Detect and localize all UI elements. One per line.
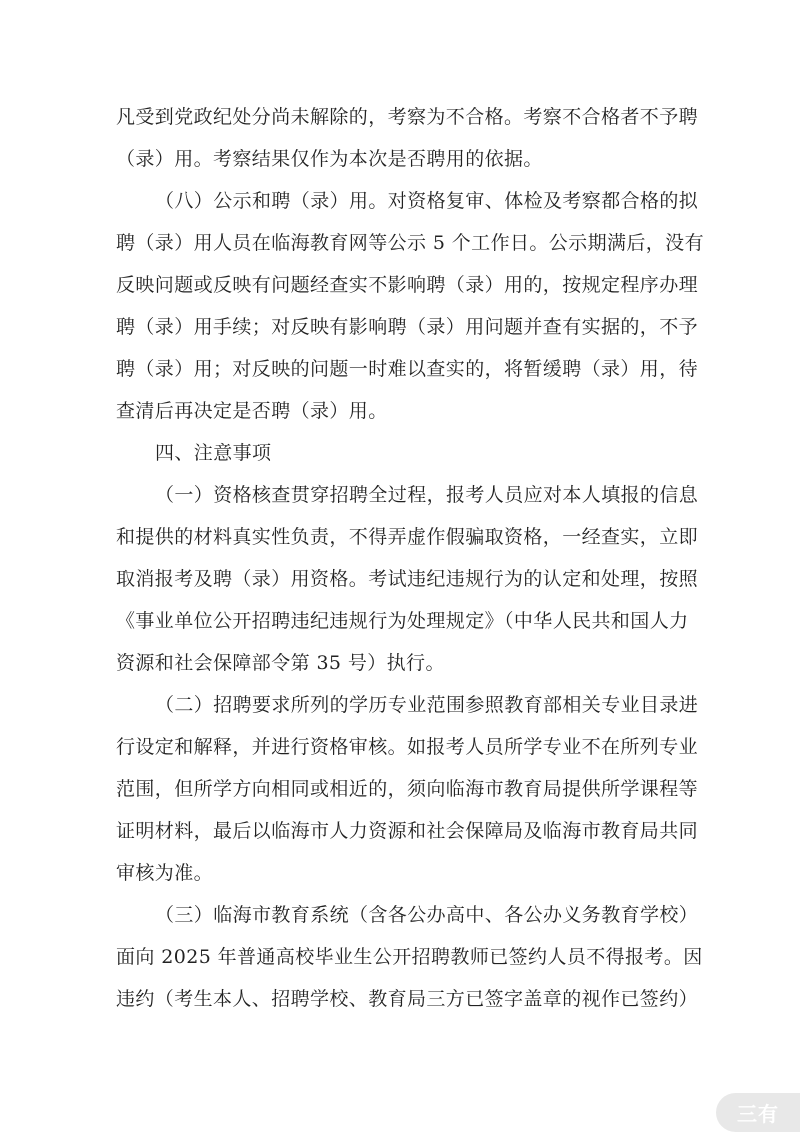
paragraph-line: 违约（考生本人、招聘学校、教育局三方已签字盖章的视作已签约）	[116, 988, 699, 1010]
watermark-text: 三有	[737, 1102, 779, 1126]
paragraph-line: 取消报考及聘（录）用资格。考试违纪违规行为的认定和处理，按照	[116, 568, 699, 590]
paragraph-line: 反映问题或反映有问题经查实不影响聘（录）用的，按规定程序办理	[116, 274, 699, 296]
paragraph-line: 资源和社会保障部令第 35 号）执行。	[116, 652, 445, 674]
paragraph-line: 和提供的材料真实性负责，不得弄虚作假骗取资格，一经查实，立即	[116, 526, 699, 548]
section-heading: 四、注意事项	[155, 442, 272, 464]
paragraph-line: 聘（录）用手续；对反映有影响聘（录）用问题并查有实据的，不予	[116, 316, 699, 338]
paragraph-line: 范围，但所学方向相同或相近的，须向临海市教育局提供所学课程等	[116, 778, 699, 800]
paragraph-line: 聘（录）用；对反映的问题一时难以查实的，将暂缓聘（录）用，待	[116, 358, 699, 380]
paragraph-line: 审核为准。	[116, 862, 214, 884]
paragraph-line: 查清后再决定是否聘（录）用。	[116, 400, 388, 422]
paragraph-line: 证明材料，最后以临海市人力资源和社会保障局及临海市教育局共同	[116, 820, 699, 842]
paragraph-line: （一）资格核查贯穿招聘全过程，报考人员应对本人填报的信息	[155, 484, 699, 506]
paragraph-line: （八）公示和聘（录）用。对资格复审、体检及考察都合格的拟	[155, 190, 699, 212]
paragraph-line: （三）临海市教育系统（含各公办高中、各公办义务教育学校）	[155, 904, 699, 926]
paragraph-line: 行设定和解释，并进行资格审核。如报考人员所学专业不在所列专业	[116, 736, 699, 758]
watermark-badge	[716, 1093, 800, 1132]
paragraph-line: （二）招聘要求所列的学历专业范围参照教育部相关专业目录进	[155, 694, 699, 716]
paragraph-line: 聘（录）用人员在临海教育网等公示 5 个工作日。公示期满后，没有	[116, 232, 704, 254]
paragraph-line: 《事业单位公开招聘违纪违规行为处理规定》（中华人民共和国人力	[116, 610, 689, 632]
paragraph-line: 凡受到党政纪处分尚未解除的，考察为不合格。考察不合格者不予聘	[116, 106, 699, 128]
paragraph-line: 面向 2025 年普通高校毕业生公开招聘教师已签约人员不得报考。因	[116, 946, 703, 968]
paragraph-line: （录）用。考察结果仅作为本次是否聘用的依据。	[116, 148, 543, 170]
